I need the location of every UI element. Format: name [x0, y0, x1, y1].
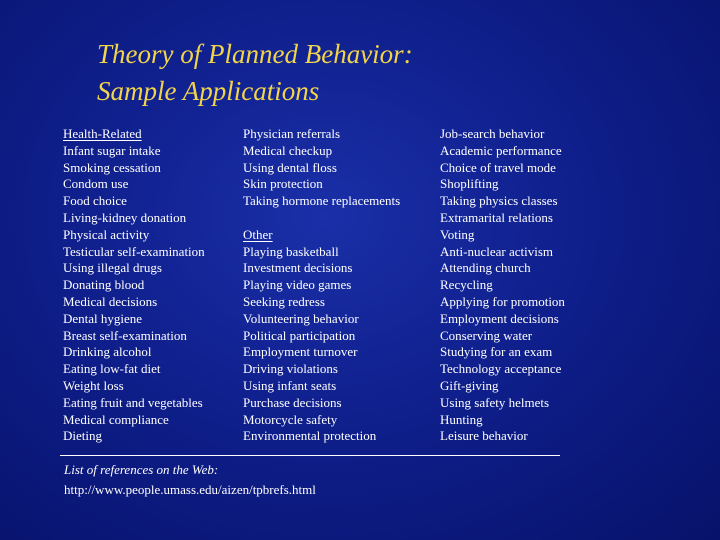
list-item: Food choice — [63, 193, 127, 209]
list-item: Using infant seats — [243, 377, 337, 393]
list-item: Skin protection — [243, 176, 323, 192]
list-item: Voting — [440, 226, 475, 242]
list-item: Smoking cessation — [63, 159, 161, 175]
list-item: Testicular self-examination — [63, 243, 205, 259]
list-item: Job-search behavior — [440, 126, 545, 141]
list-item: Dieting — [63, 428, 102, 444]
list-item: Taking hormone replacements — [243, 193, 401, 209]
list-item: Dental hygiene — [63, 310, 143, 326]
list-item: Medical checkup — [243, 142, 333, 158]
list-item: Playing video games — [243, 277, 352, 293]
list-item: Infant sugar intake — [63, 142, 161, 158]
other-heading: Other — [243, 226, 273, 242]
list-item: Taking physics classes — [440, 193, 558, 209]
list-item: Driving violations — [243, 361, 338, 377]
list-item: Leisure behavior — [440, 428, 528, 444]
list-item: Motorcycle safety — [243, 411, 338, 427]
list-item: Physical activity — [63, 226, 150, 242]
list-item: Medical compliance — [63, 411, 169, 427]
right-column — [440, 126, 565, 445]
list-item: Technology acceptance — [440, 361, 562, 377]
list-item: Extramarital relations — [440, 209, 553, 225]
list-item: Applying for promotion — [440, 293, 565, 309]
list-item: Seeking redress — [243, 293, 325, 309]
list-item: Eating low-fat diet — [63, 361, 161, 377]
slide-title — [97, 36, 413, 110]
list-item: Medical decisions — [63, 293, 158, 309]
list-item: Volunteering behavior — [243, 310, 359, 326]
list-item: Using safety helmets — [440, 394, 550, 410]
list-item: Condom use — [63, 176, 129, 192]
list-item: Attending church — [440, 260, 531, 276]
list-item: Playing basketball — [243, 243, 339, 259]
list-item: Eating fruit and vegetables — [63, 394, 203, 410]
health-related-heading: Health-Related — [63, 126, 142, 141]
list-item: Shoplifting — [440, 176, 499, 192]
references-label: List of references on the Web: — [64, 462, 219, 477]
list-item: Choice of travel mode — [440, 159, 556, 175]
list-item: Anti-nuclear activism — [440, 243, 553, 259]
list-item: Using dental floss — [243, 159, 337, 175]
list-item: Studying for an exam — [440, 344, 553, 360]
list-item: Academic performance — [440, 142, 562, 158]
list-item: Recycling — [440, 277, 493, 293]
list-item: Drinking alcohol — [63, 344, 152, 360]
divider-line — [60, 455, 560, 456]
list-item: Investment decisions — [243, 260, 353, 276]
health-related-column — [63, 126, 205, 445]
title-line-1: Theory of Planned Behavior: — [97, 39, 413, 69]
list-item: Using illegal drugs — [63, 260, 162, 276]
list-item: Hunting — [440, 411, 483, 427]
list-item: Employment turnover — [243, 344, 358, 360]
column-spacer — [243, 210, 400, 227]
references-url[interactable]: http://www.people.umass.edu/aizen/tpbrefs.html — [64, 482, 316, 497]
list-item: Environmental protection — [243, 428, 377, 444]
list-item: Conserving water — [440, 327, 533, 343]
list-item: Purchase decisions — [243, 394, 342, 410]
list-item: Donating blood — [63, 277, 145, 293]
list-item: Political participation — [243, 327, 356, 343]
middle-column — [243, 126, 400, 445]
list-item: Physician referrals — [243, 126, 341, 141]
title-line-2: Sample Applications — [97, 76, 320, 106]
list-item: Employment decisions — [440, 310, 559, 326]
list-item: Gift-giving — [440, 377, 499, 393]
list-item: Breast self-examination — [63, 327, 187, 343]
list-item: Weight loss — [63, 377, 124, 393]
list-item: Living-kidney donation — [63, 209, 187, 225]
